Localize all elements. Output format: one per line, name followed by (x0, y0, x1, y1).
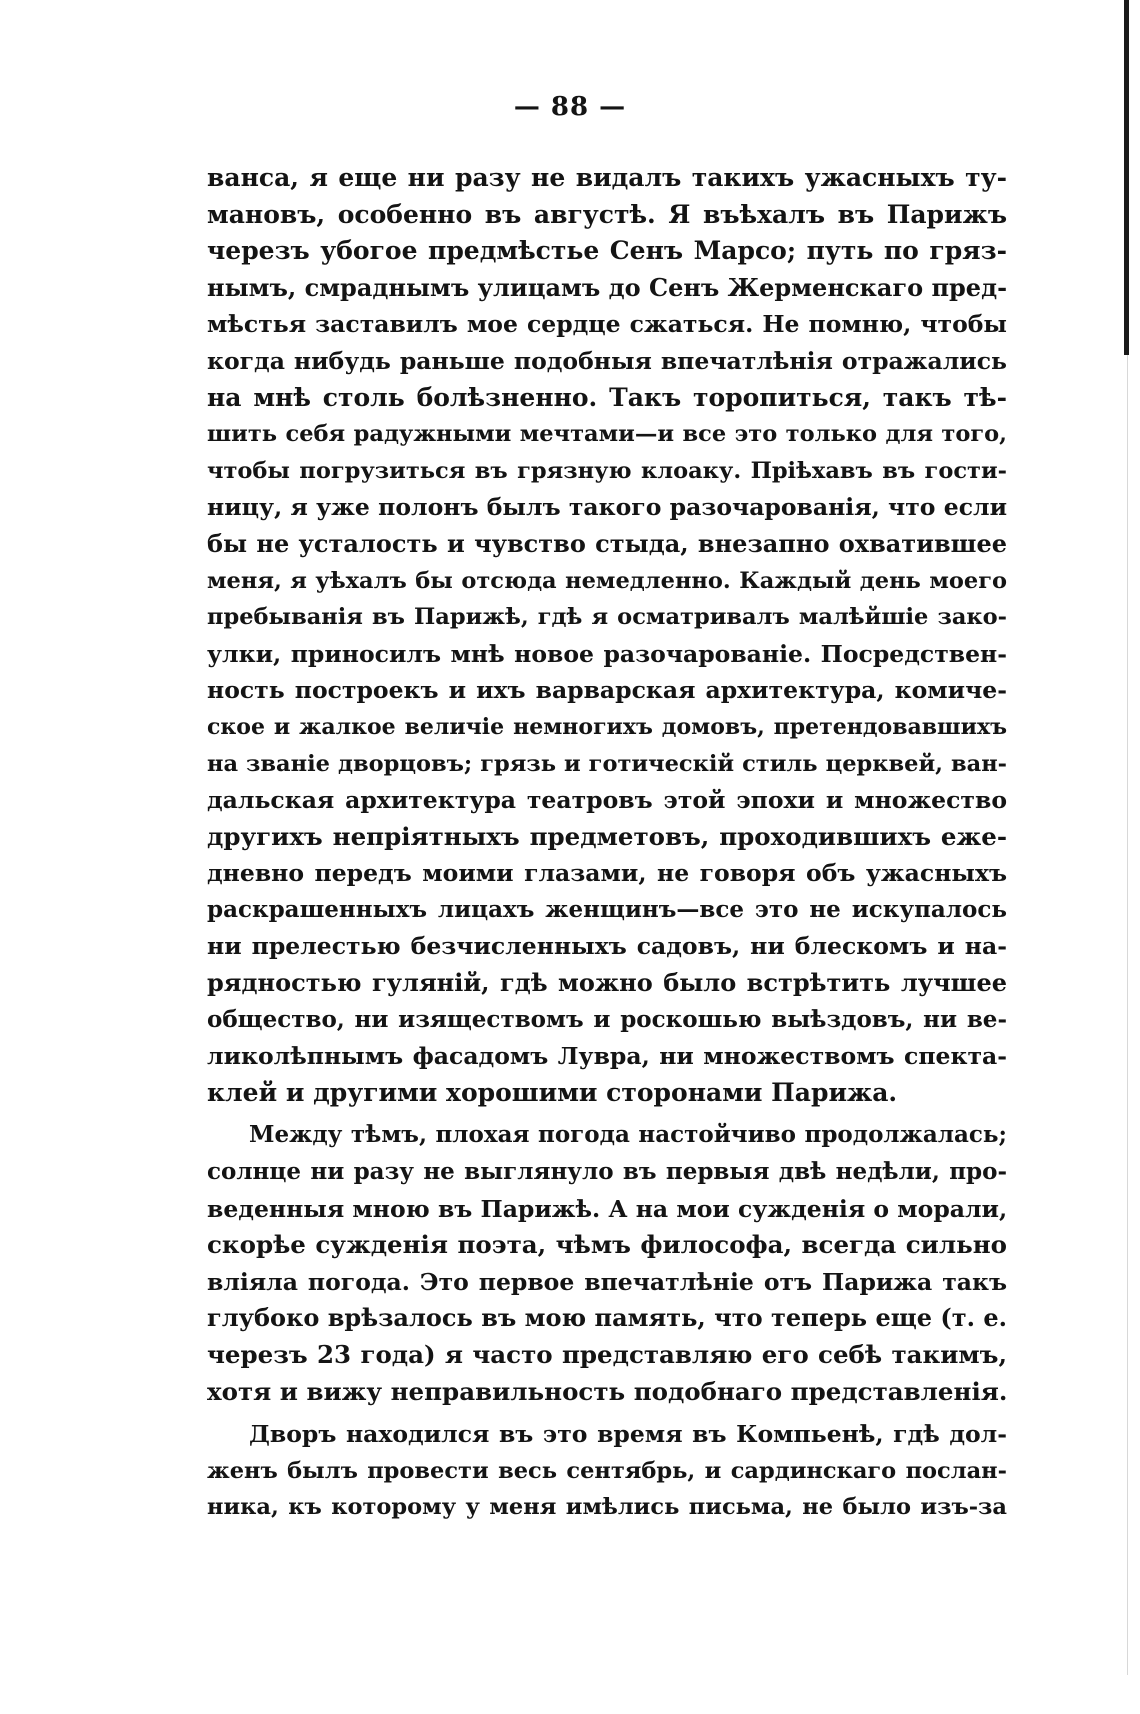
text-line: ность построекъ и ихъ варварская архитектура, комиче- (207, 676, 1007, 705)
body-text (207, 160, 1007, 1526)
paragraph-3 (207, 1416, 1007, 1526)
paragraph-2 (207, 1117, 1007, 1410)
scan-edge-line (1127, 355, 1128, 1675)
text-line: общество, ни изяществомъ и роскошью выѣздовъ, ни ве- (207, 1005, 1007, 1033)
text-line: улки, приносилъ мнѣ новое разочарованіе. Посредствен- (207, 639, 1007, 668)
text-line: ское и жалкое величіе немногихъ домовъ, претендовавшихъ (207, 713, 1007, 740)
text-line: черезъ 23 года) я часто представляю его себѣ такимъ, (207, 1340, 1007, 1369)
text-line: пребыванія въ Парижѣ, гдѣ я осматривалъ малѣйшіе зако- (207, 604, 1007, 631)
text-line: на званіе дворцовъ; грязь и готическій стиль церквей, ван- (207, 750, 1007, 777)
text-line: Между тѣмъ, плохая погода настойчиво продолжалась; (249, 1121, 1007, 1149)
paragraph-1 (207, 160, 1007, 1111)
text-line: шить себя радужными мечтами—и все это только для того, (207, 421, 1007, 448)
text-line: глубоко врѣзалось въ мою память, что теперь еще (т. е. (207, 1303, 1007, 1333)
text-line: клей и другими хорошими сторонами Парижа. (207, 1077, 898, 1107)
text-line: раскрашенныхъ лицахъ женщинъ—все это не искупалось (207, 895, 1007, 923)
text-line: когда нибудь раньше подобныя впечатлѣнія отражались (207, 346, 1007, 375)
text-line: Дворъ находился въ это время въ Компьенѣ, гдѣ дол- (249, 1420, 1007, 1449)
text-line: мѣстья заставилъ мое сердце сжаться. Не помню, чтобы (207, 310, 1007, 339)
text-line: мановъ, особенно въ августѣ. Я въѣхалъ въ Парижъ (207, 199, 1007, 229)
text-line: ванса, я еще ни разу не видалъ такихъ ужасныхъ ту- (207, 163, 1007, 192)
text-line: ницу, я уже полонъ былъ такого разочарованія, что если (207, 493, 1007, 522)
text-line: дневно передъ моими глазами, не говоря объ ужасныхъ (207, 859, 1007, 888)
text-line: скорѣе сужденія поэта, чѣмъ философа, всегда сильно (207, 1230, 1007, 1260)
text-line: хотя и вижу неправильность подобнаго представленія. (207, 1376, 1008, 1406)
page-number: — 88 — (513, 92, 627, 122)
text-line: бы не усталость и чувство стыда, внезапно охватившее (207, 528, 1007, 558)
text-line: меня, я уѣхалъ бы отсюда немедленно. Каждый день моего (207, 567, 1007, 594)
text-line: ника, къ которому у меня имѣлись письма, не было изъ-за (207, 1494, 1007, 1521)
text-line: другихъ непріятныхъ предметовъ, проходившихъ еже- (207, 821, 1007, 851)
text-line: вліяла погода. Это первое впечатлѣніе отъ Парижа такъ (207, 1267, 1007, 1296)
text-line: солнце ни разу не выглянуло въ первыя двѣ недѣли, про- (207, 1158, 1007, 1186)
text-line: на мнѣ столь болѣзненно. Такъ торопиться, такъ тѣ- (207, 382, 1007, 412)
text-line: дальская архитектура театровъ этой эпохи и множество (207, 786, 1007, 815)
text-line: ни прелестью безчисленныхъ садовъ, ни блескомъ и на- (207, 932, 1007, 961)
text-line: веденныя мною въ Парижѣ. А на мои сужденія о морали, (207, 1194, 1008, 1223)
text-line: чтобы погрузиться въ грязную клоаку. Пріѣхавъ въ гости- (207, 457, 1007, 484)
text-line: ликолѣпнымъ фасадомъ Лувра, ни множествомъ спекта- (207, 1042, 1007, 1071)
text-line: рядностью гуляній, гдѣ можно было встрѣтить лучшее (207, 968, 1007, 998)
text-line: нымъ, смраднымъ улицамъ до Сенъ Жерменскаго пред- (207, 272, 1008, 302)
scan-edge-mark (1124, 0, 1129, 355)
text-line: женъ былъ провести весь сентябрь, и сардинскаго послан- (207, 1457, 1007, 1484)
text-line: черезъ убогое предмѣстье Сенъ Марсо; путь по гряз- (207, 236, 1007, 266)
